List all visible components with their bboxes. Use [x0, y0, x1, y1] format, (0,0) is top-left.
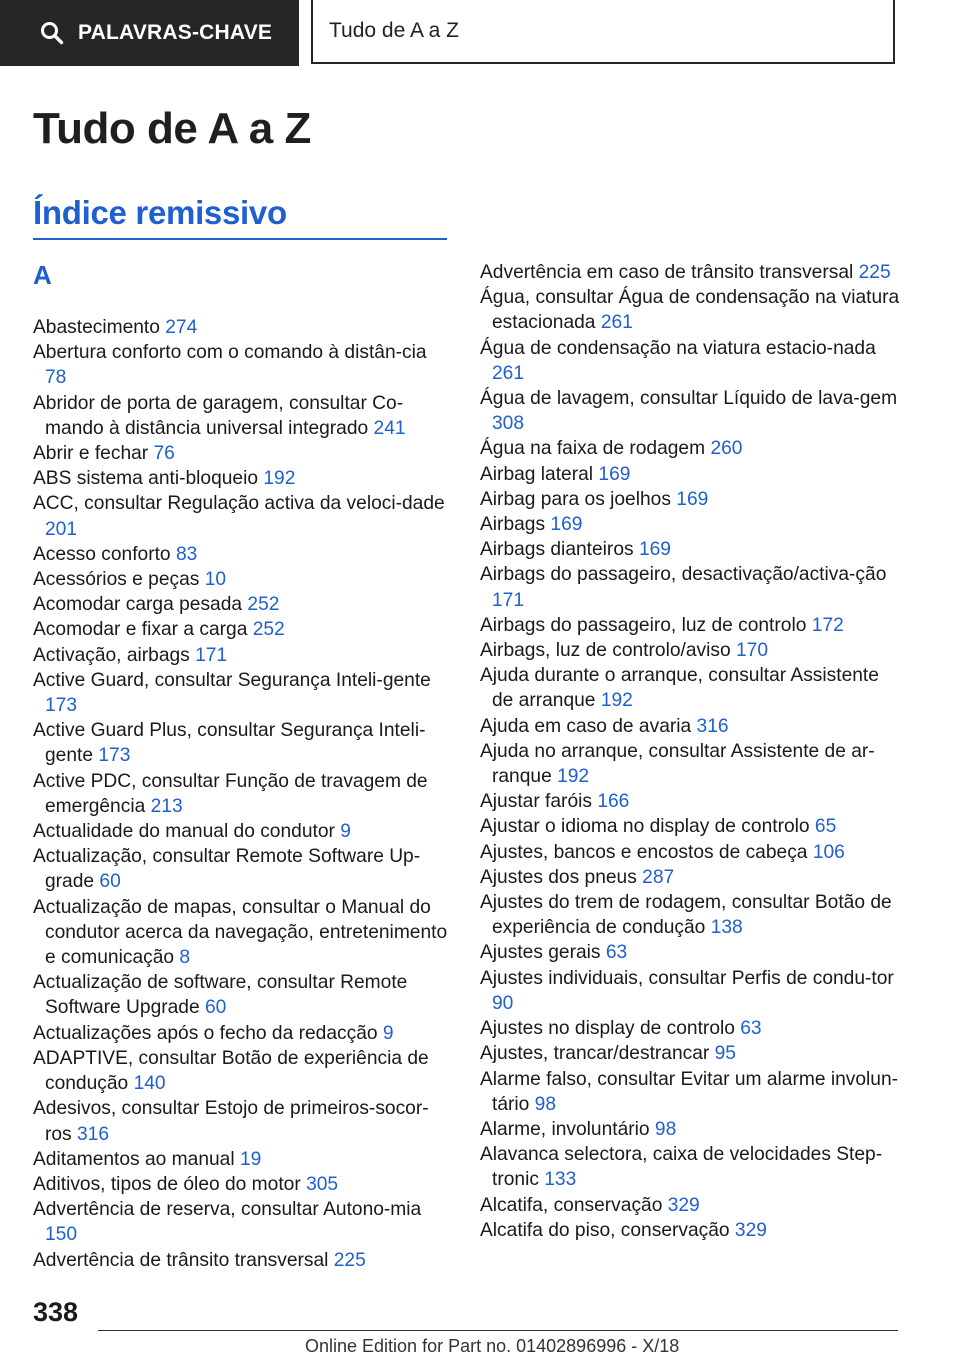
- index-page-link[interactable]: 173: [45, 695, 78, 717]
- index-entry: [480, 487, 900, 512]
- page-title: Tudo de A a Z: [33, 104, 311, 153]
- index-entry-text: Actualizações após o fecho da redacção: [33, 1022, 378, 1044]
- index-entry-text: Abastecimento: [33, 317, 160, 338]
- index-entry-text: Aditamentos ao manual: [33, 1148, 235, 1170]
- index-entry: [33, 668, 449, 718]
- index-page-link[interactable]: 260: [710, 438, 743, 460]
- index-page-link[interactable]: 98: [654, 1118, 677, 1140]
- index-entry: [480, 562, 900, 612]
- index-entry: [33, 542, 449, 567]
- index-page-link[interactable]: 201: [45, 518, 78, 540]
- footer-divider: [98, 1330, 898, 1331]
- keywords-label: PALAVRAS-CHAVE: [78, 21, 273, 44]
- index-page-link[interactable]: 138: [710, 917, 743, 939]
- index-entry-text: Aditivos, tipos de óleo do motor: [33, 1173, 301, 1195]
- index-entry: [480, 789, 900, 814]
- index-entry-text: Abridor de porta de garagem, consultar Co-mando à distância universal integrado: [33, 392, 404, 439]
- index-entry: [33, 1046, 449, 1096]
- index-entry-text: Água na faixa de rodagem: [480, 438, 706, 460]
- index-page-link[interactable]: 9: [340, 821, 351, 843]
- index-page-link[interactable]: 169: [676, 488, 709, 510]
- index-page-link[interactable]: 171: [195, 644, 228, 666]
- index-entry: [480, 814, 900, 839]
- index-letter-heading: A: [33, 260, 52, 290]
- index-page-link[interactable]: 170: [735, 640, 768, 662]
- index-entry: [33, 844, 449, 894]
- index-entry: [33, 441, 449, 466]
- index-entry-text: Ajuda no arranque, consultar Assistente de ar-ranque: [480, 740, 875, 788]
- keywords-button[interactable]: [0, 0, 299, 66]
- index-entry-text: Alarme falso, consultar Evitar um alarme involun-tário: [480, 1068, 899, 1115]
- index-entry-text: Airbags: [480, 514, 546, 536]
- index-page-link[interactable]: 98: [534, 1093, 557, 1115]
- index-entry-text: Água de lavagem, consultar Líquido de lava-gem: [480, 388, 898, 410]
- index-page-link[interactable]: 252: [247, 594, 280, 616]
- index-entry: [480, 1041, 900, 1066]
- index-page-link[interactable]: 287: [642, 866, 675, 888]
- index-entry-text: Acomodar carga pesada: [33, 594, 243, 616]
- index-page-link[interactable]: 192: [557, 766, 590, 788]
- index-entry-text: Acesso conforto: [33, 543, 171, 565]
- index-entry-text: Advertência de trânsito transversal: [33, 1249, 329, 1271]
- index-entry-text: Adesivos, consultar Estojo de primeiros-socor-ros: [33, 1098, 429, 1145]
- index-entry: [33, 1147, 449, 1172]
- index-page-link[interactable]: 316: [696, 715, 729, 737]
- index-entry: [480, 940, 900, 965]
- index-entry: [480, 436, 900, 461]
- index-entry: [33, 466, 449, 491]
- index-entry: [480, 663, 900, 713]
- index-entry: [480, 537, 900, 562]
- index-page-link[interactable]: 252: [252, 619, 285, 641]
- section-title: Índice remissivo: [33, 194, 287, 231]
- index-page-link[interactable]: 329: [667, 1194, 700, 1216]
- index-page-link[interactable]: 60: [205, 997, 227, 1019]
- index-entry-text: Airbags do passageiro, luz de controlo: [480, 614, 807, 636]
- index-page-link[interactable]: 95: [714, 1043, 736, 1065]
- index-column-right: [480, 260, 900, 1243]
- index-entry-text: Airbags dianteiros: [480, 539, 634, 561]
- index-entry-text: Ajustar o idioma no display de controlo: [480, 816, 810, 838]
- index-page-link[interactable]: 169: [550, 514, 583, 536]
- index-entry: [480, 336, 900, 386]
- index-entry: [33, 1197, 449, 1247]
- index-entry: [480, 739, 900, 789]
- index-page-link[interactable]: 8: [179, 947, 191, 969]
- index-page-link[interactable]: 140: [133, 1073, 166, 1095]
- index-entry: [480, 512, 900, 537]
- index-page-link[interactable]: 76: [153, 443, 175, 465]
- index-entry-text: Advertência em caso de trânsito transversal: [480, 262, 854, 283]
- index-entry: [33, 1021, 449, 1046]
- index-entry: [33, 1096, 449, 1146]
- index-page-link[interactable]: 63: [740, 1018, 762, 1040]
- index-entry-text: Água, consultar Água de condensação na viatura estacionada: [480, 287, 900, 334]
- index-entry-text: Alarme, involuntário: [480, 1118, 650, 1140]
- index-entry: [33, 491, 449, 541]
- index-page-link[interactable]: 169: [598, 463, 631, 485]
- index-entry-text: Ajustes no display de controlo: [480, 1018, 735, 1040]
- page-number: 338: [33, 1297, 79, 1327]
- index-entry: [33, 1248, 449, 1273]
- index-page-link[interactable]: 60: [99, 871, 121, 893]
- index-page-link[interactable]: 192: [600, 690, 633, 712]
- index-entry: [33, 340, 449, 390]
- index-entry: [480, 260, 900, 285]
- index-entry-text: Airbag para os joelhos: [480, 488, 671, 510]
- index-entry-text: Ajustes gerais: [480, 942, 601, 964]
- index-entry: [33, 391, 449, 441]
- index-page-link[interactable]: 213: [150, 795, 183, 817]
- section-divider: [33, 238, 447, 240]
- index-entry-text: Active Guard Plus, consultar Segurança Inteli-gente: [33, 720, 426, 767]
- index-entry-text: Airbags do passageiro, desactivação/activa-ção: [480, 564, 887, 586]
- index-entry-text: Airbags, luz de controlo/aviso: [480, 640, 731, 662]
- index-entry-text: Ajustes dos pneus: [480, 866, 637, 888]
- index-page-link[interactable]: 225: [858, 262, 891, 283]
- index-page-link[interactable]: 172: [811, 614, 844, 636]
- search-icon: [40, 21, 64, 45]
- index-entry-text: ABS sistema anti-bloqueio: [33, 468, 259, 490]
- index-entry: [480, 285, 900, 335]
- index-entry: [480, 865, 900, 890]
- index-entry-text: Ajustes do trem de rodagem, consultar Botão de experiência de condução: [480, 892, 892, 939]
- index-entry: [480, 840, 900, 865]
- index-entry-text: Active Guard, consultar Segurança Inteli-gente: [33, 669, 431, 691]
- index-entry-text: Abrir e fechar: [33, 443, 149, 465]
- index-entry: [480, 714, 900, 739]
- index-entry: [480, 1117, 900, 1142]
- index-page-link[interactable]: 308: [492, 413, 525, 435]
- index-entry-text: Alavanca selectora, caixa de velocidades Step-tronic: [480, 1144, 883, 1191]
- index-entry-text: Acomodar e fixar a carga: [33, 619, 248, 641]
- index-page-link[interactable]: 19: [239, 1148, 262, 1170]
- index-entry: [33, 643, 449, 668]
- index-entry-text: Ajustes, trancar/destrancar: [480, 1043, 710, 1065]
- index-page-link[interactable]: 316: [77, 1123, 110, 1145]
- index-page-link[interactable]: 329: [734, 1219, 767, 1241]
- index-entry: [480, 1193, 900, 1218]
- index-page-link[interactable]: 9: [382, 1022, 394, 1044]
- index-entry-text: Actualização de mapas, consultar o Manual do condutor acerca da navegação, entretenimento e comunicação: [33, 896, 448, 969]
- breadcrumb-label: Tudo de A a Z: [329, 19, 459, 42]
- top-bar: [0, 0, 960, 66]
- breadcrumb[interactable]: [311, 0, 895, 64]
- index-page-link[interactable]: 90: [492, 992, 514, 1014]
- index-entry: [33, 592, 449, 617]
- index-page-link[interactable]: 261: [492, 362, 525, 384]
- index-entry-text: Alcatifa, conservação: [480, 1194, 663, 1216]
- index-entry-text: Airbag lateral: [480, 463, 594, 485]
- index-entry-text: Ajustar faróis: [480, 791, 592, 813]
- index-entry: [480, 890, 900, 940]
- index-page-link[interactable]: 106: [812, 841, 845, 863]
- index-entry-text: Alcatifa do piso, conservação: [480, 1219, 730, 1241]
- index-entry-text: Acessórios e peças: [33, 569, 200, 591]
- index-entry: [33, 769, 449, 819]
- index-page-link[interactable]: 166: [597, 791, 630, 813]
- index-page-link[interactable]: 65: [814, 816, 837, 838]
- index-entry: [33, 617, 449, 642]
- index-page-link[interactable]: 241: [373, 417, 406, 439]
- index-entry: [480, 1142, 900, 1192]
- index-entry-text: Abertura conforto com o comando à distân-cia: [33, 342, 427, 364]
- index-page-link[interactable]: 305: [306, 1173, 339, 1195]
- index-entry-text: Actualidade do manual do condutor: [33, 821, 335, 843]
- index-entry-text: ACC, consultar Regulação activa da veloci-dade: [33, 493, 445, 515]
- index-entry-text: ADAPTIVE, consultar Botão de experiência de condução: [33, 1047, 429, 1095]
- index-entry: [33, 970, 449, 1020]
- index-entry: [33, 315, 449, 340]
- index-entry-text: Ajustes, bancos e encostos de cabeça: [480, 841, 808, 863]
- index-entry: [480, 1067, 900, 1117]
- index-page-link[interactable]: 10: [204, 569, 227, 591]
- index-entry-text: Ajuda durante o arranque, consultar Assistente de arranque: [480, 665, 879, 712]
- index-column-left: [33, 315, 449, 1273]
- index-page-link[interactable]: 150: [45, 1224, 78, 1246]
- index-page-link[interactable]: 173: [98, 745, 131, 767]
- index-entry-text: Activação, airbags: [33, 644, 190, 666]
- index-entry: [33, 1172, 449, 1197]
- index-page-link[interactable]: 171: [492, 589, 525, 611]
- index-entry: [480, 613, 900, 638]
- index-entry-text: Advertência de reserva, consultar Autono-mia: [33, 1199, 422, 1221]
- index-entry: [33, 895, 449, 971]
- index-entry: [33, 567, 449, 592]
- index-page-link[interactable]: 78: [45, 367, 67, 389]
- index-page-link[interactable]: 192: [263, 468, 296, 490]
- index-page-link[interactable]: 169: [638, 539, 671, 561]
- index-entry: [480, 386, 900, 436]
- index-entry-text: Ajustes individuais, consultar Perfis de condu-tor: [480, 967, 894, 989]
- index-page-link[interactable]: 225: [333, 1249, 366, 1271]
- index-entry: [33, 819, 449, 844]
- index-entry: [480, 1218, 900, 1243]
- edition-note: Online Edition for Part no. 01402896996 - X/18: [305, 1336, 680, 1356]
- index-page-link[interactable]: 261: [600, 312, 633, 334]
- index-entry: [480, 966, 900, 1016]
- index-entry-text: Active PDC, consultar Função de travagem de emergência: [33, 770, 428, 817]
- index-entry: [480, 462, 900, 487]
- index-entry: [480, 1016, 900, 1041]
- index-page-link[interactable]: 63: [605, 942, 628, 964]
- index-entry: [33, 718, 449, 768]
- index-entry: [480, 638, 900, 663]
- index-entry-text: Água de condensação na viatura estacio-nada: [480, 337, 876, 359]
- index-page-link[interactable]: 274: [165, 317, 198, 338]
- index-entry-text: Actualização de software, consultar Remote Software Upgrade: [33, 972, 408, 1019]
- index-page-link[interactable]: 83: [175, 543, 198, 565]
- index-entry-text: Ajuda em caso de avaria: [480, 715, 692, 737]
- index-page-link[interactable]: 133: [544, 1169, 577, 1191]
- index-entry-text: Actualização, consultar Remote Software Up-grade: [33, 846, 421, 893]
